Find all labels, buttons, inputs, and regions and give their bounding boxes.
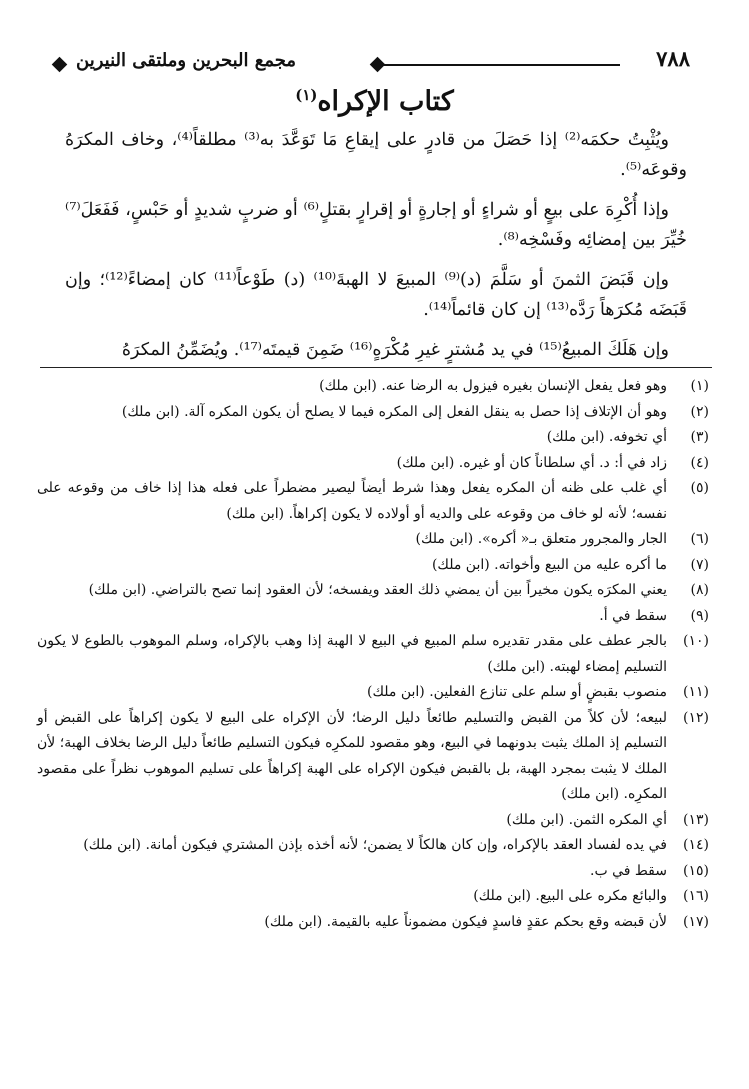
footnote-text: وهو فعل يفعل الإنسان بغيره فيزول به الرضا عنه. (ابن ملك) (319, 378, 667, 394)
footnote-number: (٣) (690, 429, 709, 445)
footnotes (37, 374, 709, 935)
footnote-text: سقط في ب. (590, 862, 667, 879)
footnote (37, 425, 709, 451)
footnote (37, 629, 709, 680)
header-rule (378, 64, 620, 66)
footnote-number: (٦) (690, 531, 709, 547)
footnote-text: سقط في أ. (599, 607, 667, 624)
footnote-text: الجار والمجرور متعلق بـ« أكره». (ابن ملك) (415, 531, 667, 547)
footnote (37, 476, 709, 527)
main-text (65, 125, 687, 375)
footnote (37, 604, 709, 630)
footnote (37, 527, 709, 553)
footnote (37, 884, 709, 910)
page-header (50, 44, 690, 86)
footnote-text: لبيعه؛ لأن كلاً من القبض والتسليم طائعاً دليل الرضا؛ لأن الإكراه على البيع لا يكون إكراهاً على القبض أو التسليم إذ الملك يثبت بدونهما في البيع، وهو مقصود للمكرِه فيكون التسليم طائعاً دليل الرضا بخلاف الهبة؛ لأن الملك لا يثبت بمجرد الهبة، بل بالقبض فيكون الإكراه على الهبة إكراهاً على تسليم الموهوب نظراً على مقصود المكرِه. (ابن ملك) (37, 709, 667, 802)
footnote (37, 553, 709, 579)
footnote (37, 833, 709, 859)
footnote-number: (٨) (690, 582, 709, 598)
footnote-text: يعني المكرَه يكون مخيراً بين أن يمضي ذلك العقد ويفسخه؛ لأن العقود إنما تصح بالتراضي. (ابن ملك) (88, 582, 667, 598)
footnote-text: لأن قبضه وقع بحكم عقدٍ فاسدٍ فيكون مضموناً عليه بالقيمة. (ابن ملك) (264, 913, 667, 930)
footnote-number: (١٠) (683, 633, 709, 649)
footnote (37, 706, 709, 808)
main-paragraph: وإن قَبَضَ الثمنَ أو سَلَّمَ (د)⁽⁹⁾ المبيعَ لا الهبةَ⁽¹⁰⁾ (د) طَوْعاً⁽¹¹⁾ كان إمضاءً⁽¹²⁾؛ وإن قَبَضَه مُكرَهاً رَدَّه⁽¹³⁾ إن كان قائماً⁽¹⁴⁾. (65, 270, 687, 320)
footnote-text: زاد في أ: د. أي سلطاناً كان أو غيره. (ابن ملك) (396, 454, 667, 471)
footnote (37, 808, 709, 834)
footnote (37, 374, 709, 400)
footnote (37, 451, 709, 477)
footnote-text: ما أكره عليه من البيع وأخواته. (ابن ملك) (431, 556, 667, 573)
footnote-number: (١٥) (683, 862, 709, 879)
footnote-number: (١٤) (683, 837, 709, 853)
footnote-text: أي غلب على ظنه أن المكره يفعل وهذا شرط أيضاً ليصير مضطراً على فعله هذا إذا خاف من وقوعه على نفسه؛ لأنه لو خاف من وقوعه على والديه أو أولاده لا يكون إكراهاً. (ابن ملك) (37, 480, 667, 522)
chapter-title (0, 86, 749, 117)
footnote-number: (١٦) (683, 888, 709, 904)
footnote-number: (٢) (690, 403, 709, 420)
footnote-text: أي تخوفه. (ابن ملك) (546, 429, 667, 445)
footnote-text: أي المكره الثمن. (ابن ملك) (506, 811, 667, 828)
footnote-number: (٧) (690, 556, 709, 573)
footnote-number: (١٧) (683, 913, 709, 930)
footnote-number: (١) (690, 378, 709, 394)
footnote (37, 680, 709, 706)
page-number: ٧٨٨ (656, 46, 690, 71)
footnote (37, 578, 709, 604)
chapter-note-ref: (١) (295, 86, 318, 104)
footnote-text: بالجر عطف على مقدر تقديره سلم المبيع في البيع لا الهبة إذا وهب بالإكراه، وسلم الموهوب بالطوع لا يكون التسليم إمضاء لهبته. (ابن ملك) (37, 633, 667, 675)
footnote-text: منصوب بقبضٍ أو سلم على تنازع الفعلين. (ابن ملك) (367, 684, 667, 700)
footnote-number: (٤) (690, 454, 709, 471)
chapter-title-text: كتاب الإكراه (317, 86, 454, 117)
footnote-number: (١٣) (683, 811, 709, 828)
diamond-ornament-icon (370, 57, 386, 73)
running-title: مجمع البحرين وملتقى النيرين (76, 50, 297, 71)
footnote (37, 859, 709, 885)
footnote (37, 910, 709, 936)
footnote-separator (40, 367, 712, 368)
footnote-text: وهو أن الإتلاف إذا حصل به ينقل الفعل إلى المكره فيما لا يصلح أن يكون المكره آلة. (ابن ملك) (121, 403, 667, 420)
main-paragraph: وإذا أُكْرِهَ على بيعٍ أو شراءٍ أو إجارةٍ أو إقرارٍ بقتلٍ⁽⁶⁾ أو ضربٍ شديدٍ أو حَبْسٍ، فَفَعَلَ⁽⁷⁾ خُيِّرَ بين إمضائِه وفَسْخِه⁽⁸⁾. (65, 200, 687, 250)
footnote (37, 400, 709, 426)
footnote-number: (٥) (690, 480, 709, 496)
main-paragraph: وإن هَلَكَ المبيعُ⁽¹⁵⁾ في يد مُشترٍ غيرِ مُكْرَهٍ⁽¹⁶⁾ ضَمِنَ قيمتَه⁽¹⁷⁾. ويُضَمِّنُ المكرَهُ (121, 340, 669, 360)
footnote-number: (١٢) (683, 709, 709, 726)
footnote-text: والبائع مكره على البيع. (ابن ملك) (473, 888, 667, 904)
footnote-text: في يده لفساد العقد بالإكراه، وإن كان هالكاً لا يضمن؛ لأنه أخذه بإذن المشتري فيكون أمانة. (ابن ملك) (83, 837, 667, 853)
footnote-number: (٩) (690, 607, 709, 624)
footnote-number: (١١) (683, 684, 709, 700)
main-paragraph: ويُثْبِتُ حكمَه⁽²⁾ إذا حَصَلَ من قادرٍ على إيقاعِ مَا تَوَعَّدَ به⁽³⁾ مطلقاً⁽⁴⁾، وخاف المكرَهُ وقوعَه⁽⁵⁾. (65, 130, 687, 180)
diamond-ornament-icon (52, 57, 68, 73)
